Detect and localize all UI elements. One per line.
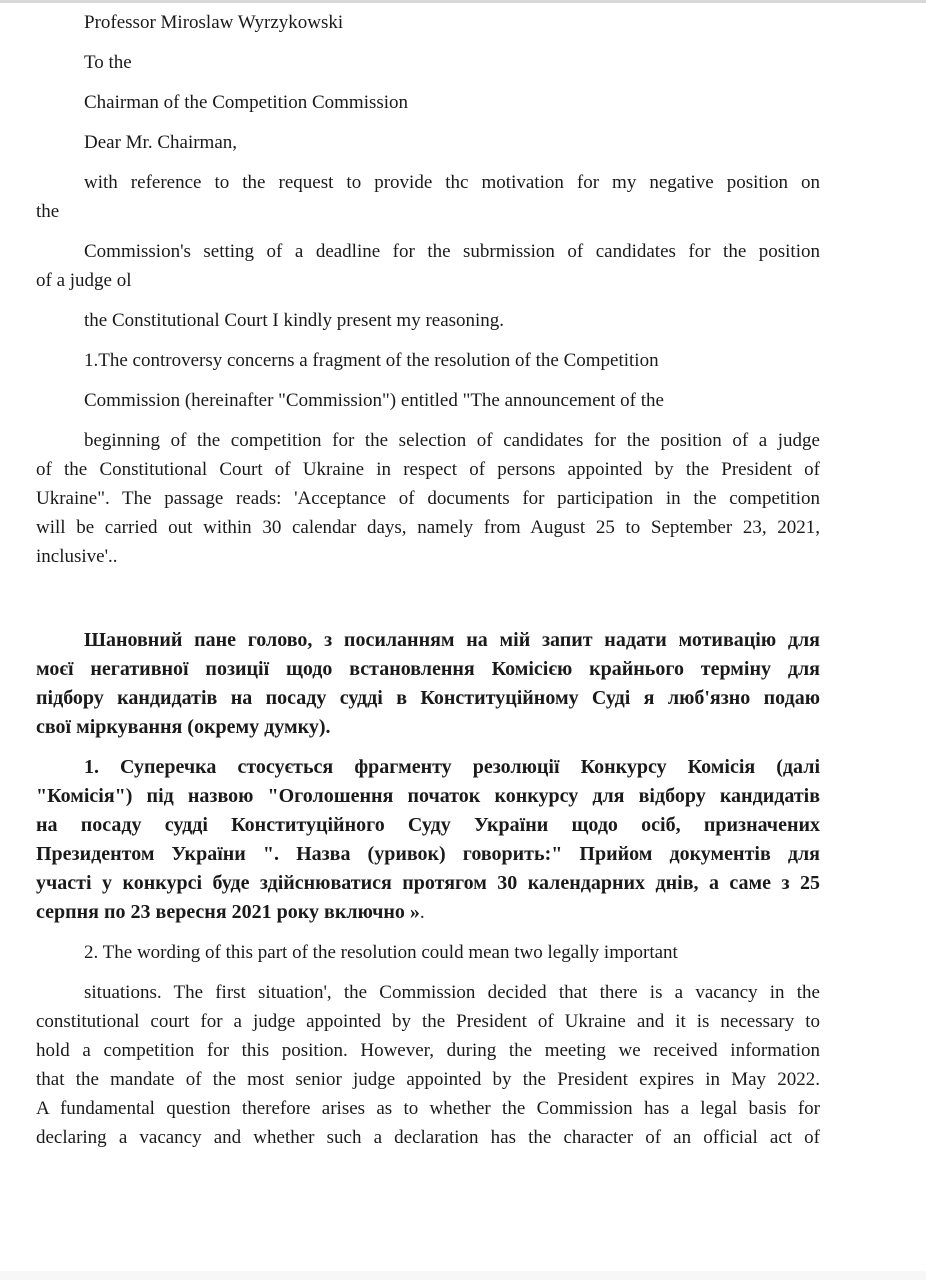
ukrainian-text-line: Шановний пане голово, з посиланням на мій запит надати мотивацію для bbox=[84, 629, 820, 651]
text-line: 1.The controversy concerns a fragment of the resolution of the Competition bbox=[84, 350, 659, 371]
text-line: Ukraine". The passage reads: 'Acceptance of documents for participation in the competition bbox=[36, 488, 820, 509]
page-top-edge bbox=[0, 0, 926, 3]
ukrainian-text-line: свої міркування (окрему думку). bbox=[36, 716, 331, 738]
text-line: hold a competition for this position. However, during the meeting we received information bbox=[36, 1040, 820, 1061]
addressee-to-line: To the bbox=[84, 52, 132, 73]
ukrainian-text-line: підбору кандидатів на посаду судді в Конституційному Суді я люб'язно подаю bbox=[36, 687, 820, 709]
ukrainian-text-line bbox=[36, 898, 820, 927]
text-line: of the Constitutional Court of Ukraine in respect of persons appointed by the President of bbox=[36, 459, 820, 480]
text-line: situations. The first situation', the Commission decided that there is a vacancy in the bbox=[84, 982, 820, 1003]
text-line: of a judge ol bbox=[36, 270, 132, 291]
ukrainian-text-fragment: серпня по 23 вересня 2021 року включно » bbox=[36, 901, 420, 923]
salutation-line: Dear Mr. Chairman, bbox=[84, 132, 238, 153]
text-line: that the mandate of the most senior judge appointed by the President expires in May 2022. bbox=[36, 1069, 820, 1090]
text-line: 2. The wording of this part of the resolution could mean two legally important bbox=[84, 942, 678, 963]
author-line: Professor Miroslaw Wyrzykowski bbox=[84, 12, 344, 33]
text-line: the Constitutional Court I kindly present my reasoning. bbox=[84, 310, 505, 331]
text-line: A fundamental question therefore arises as to whether the Commission has a legal basis for bbox=[36, 1098, 820, 1119]
ukrainian-text-line: моєї негативної позиції щодо встановлення Комісією крайнього терміну для bbox=[36, 658, 820, 680]
ukrainian-text-line: 1. Суперечка стосується фрагменту резолюції Конкурсу Комісія (далі bbox=[84, 756, 820, 778]
text-line: will be carried out within 30 calendar days, namely from August 25 to September 23, 2021, bbox=[36, 517, 820, 538]
ukrainian-text-line: на посаду судді Конституційного Суду України щодо осіб, призначених bbox=[36, 814, 820, 836]
page-bottom-edge bbox=[0, 1271, 926, 1280]
text-line: declaring a vacancy and whether such a declaration has the character of an official act of bbox=[36, 1127, 820, 1148]
ukrainian-text-line: "Комісія") під назвою "Оголошення початок конкурсу для відбору кандидатів bbox=[36, 785, 820, 807]
ukrainian-text-line: участі у конкурсі буде здійснюватися протягом 30 календарних днів, а саме з 25 bbox=[36, 872, 820, 894]
text-line: beginning of the competition for the selection of candidates for the position of a judge bbox=[84, 430, 820, 451]
text-line: with reference to the request to provide thc motivation for my negative position on bbox=[84, 172, 820, 193]
addressee-title-line: Chairman of the Competition Commission bbox=[84, 92, 409, 113]
text-line: constitutional court for a judge appointed by the President of Ukraine and it is necessary to bbox=[36, 1011, 820, 1032]
text-line: Commission's setting of a deadline for the subrmission of candidates for the position bbox=[84, 241, 820, 262]
text-line: Commission (hereinafter "Commission") entitled "The announcement of the bbox=[84, 390, 664, 411]
closing-period: . bbox=[419, 902, 425, 923]
text-line: inclusive'.. bbox=[36, 546, 118, 567]
ukrainian-text-line: Президентом України ". Назва (уривок) говорить:" Прийом документів для bbox=[36, 843, 820, 865]
text-line: the bbox=[36, 201, 60, 222]
